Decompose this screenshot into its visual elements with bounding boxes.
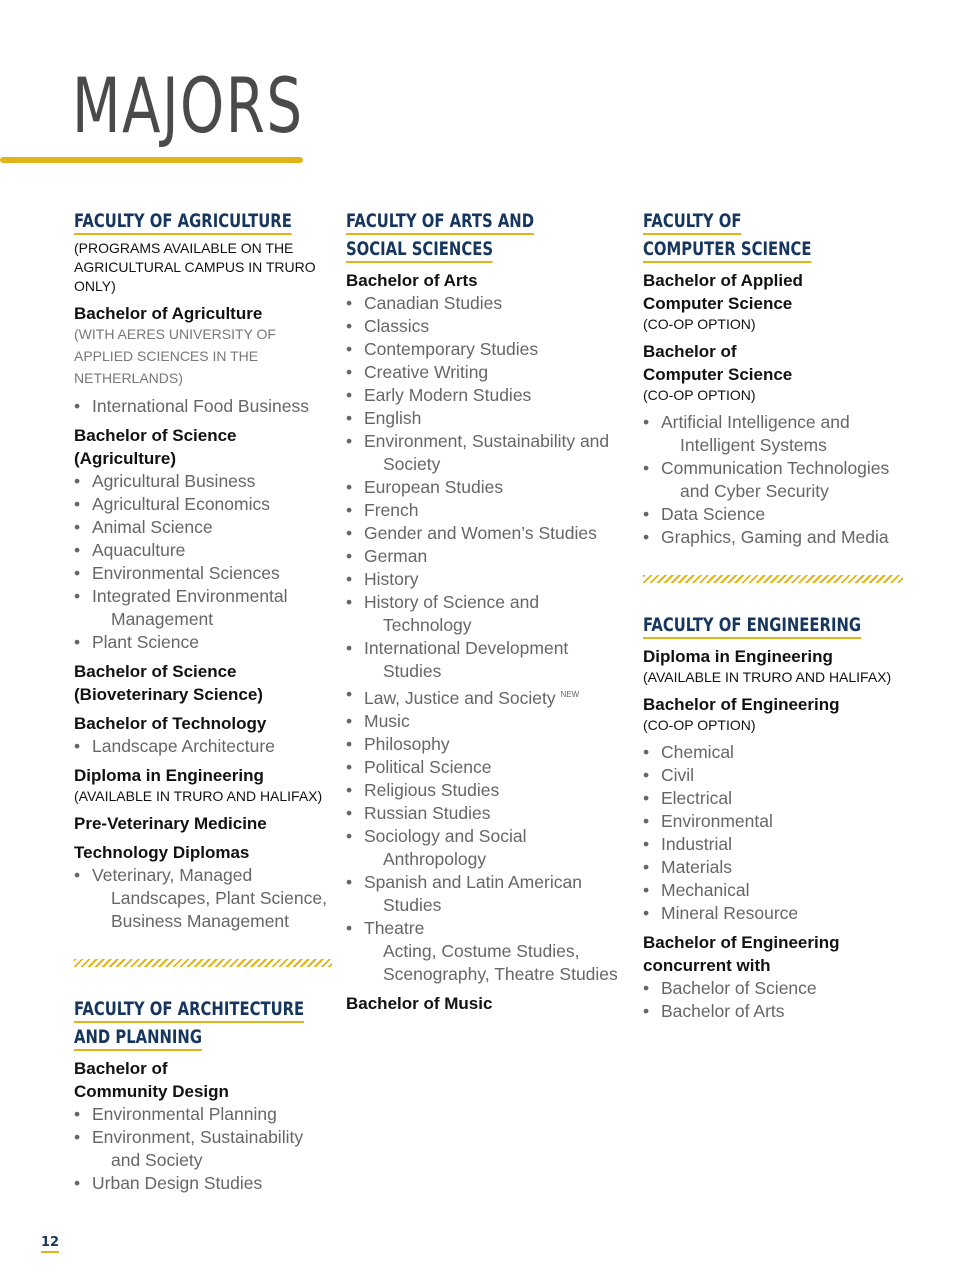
list-concurrent	[643, 977, 903, 1023]
list-item: • Landscape Architecture	[74, 735, 332, 758]
degree-bsc-bioveterinary: Bachelor of Science (Bioveterinary Science)	[74, 662, 263, 704]
list-item: • Law, Justice and Society $^{NEW}$	[346, 683, 621, 710]
list-item: • Early Modern Studies	[346, 384, 621, 407]
degree-applied-cs: Bachelor of Applied Computer Science	[643, 271, 803, 313]
diploma-note: (AVAILABLE IN TRURO AND HALIFAX)	[643, 669, 892, 685]
list-item: • Classics	[346, 315, 621, 338]
faculty-heading-computer-science: FACULTY OF COMPUTER SCIENCE	[643, 207, 846, 263]
list-item: • Spanish and Latin American Studies	[346, 871, 621, 917]
list-item: • Creative Writing	[346, 361, 621, 384]
list-community-design	[74, 1103, 332, 1195]
list-item: • Chemical	[643, 741, 903, 764]
diploma-note: (AVAILABLE IN TRURO AND HALIFAX)	[74, 788, 323, 804]
list-item: • Graphics, Gaming and Media	[643, 526, 903, 549]
coop-note: (CO-OP OPTION)	[643, 717, 756, 733]
list-item: • International Development Studies	[346, 637, 621, 683]
degree-bachelor-arts: Bachelor of Arts	[346, 271, 478, 290]
list-engineering	[643, 741, 903, 925]
list-item: • Environmental Planning	[74, 1103, 332, 1126]
list-item: • Aquaculture	[74, 539, 332, 562]
list-item: • Communication Technologies and Cyber Security	[643, 457, 903, 503]
list-item: • Animal Science	[74, 516, 332, 539]
degree-diploma-engineering: Diploma in Engineering	[643, 647, 833, 666]
list-item: • Agricultural Economics	[74, 493, 332, 516]
degree-bsc-agriculture: Bachelor of Science (Agriculture)	[74, 426, 237, 468]
degree-community-design: Bachelor of Community Design	[74, 1059, 229, 1101]
list-item: • Gender and Women’s Studies	[346, 522, 621, 545]
title-underline	[0, 157, 303, 163]
degree-technology-diplomas: Technology Diplomas	[74, 843, 250, 862]
list-item: • Urban Design Studies	[74, 1172, 332, 1195]
list-item: • Veterinary, Managed Landscapes, Plant Science, Business Management	[74, 864, 332, 933]
degree-bachelor-music: Bachelor of Music	[346, 993, 493, 1013]
list-item: • Agricultural Business	[74, 470, 332, 493]
list-item: • Artificial Intelligence and Intelligent Systems	[643, 411, 903, 457]
list-item: • Data Science	[643, 503, 903, 526]
list-item: • Environmental	[643, 810, 903, 833]
list-bsc-agri	[74, 470, 332, 654]
list-tech-diplomas	[74, 864, 332, 933]
degree-concurrent: Bachelor of Engineering concurrent with	[643, 933, 840, 975]
list-item: • Mineral Resource	[643, 902, 903, 925]
list-item: • Bachelor of Science	[643, 977, 903, 1000]
degree-cs: Bachelor of Computer Science	[643, 342, 793, 384]
list-item: • Plant Science	[74, 631, 332, 654]
list-item: • Mechanical	[643, 879, 903, 902]
coop-note: (CO-OP OPTION)	[643, 387, 756, 403]
list-item: • Philosophy	[346, 733, 621, 756]
list-item: • Canadian Studies	[346, 292, 621, 315]
column-2	[346, 207, 621, 1015]
list-item: • French	[346, 499, 621, 522]
column-1	[74, 207, 332, 1195]
list-item: • History	[346, 568, 621, 591]
list-item: • Theatre Acting, Costume Studies, Scenography, Theatre Studies	[346, 917, 621, 986]
list-item: • European Studies	[346, 476, 621, 499]
degree-pre-vet: Pre-Veterinary Medicine	[74, 814, 267, 833]
list-item: • Music	[346, 710, 621, 733]
list-item: • Electrical	[643, 787, 903, 810]
list-item: • Environmental Sciences	[74, 562, 332, 585]
degree-bachelor-agriculture: Bachelor of Agriculture	[74, 304, 263, 323]
hatch-divider	[74, 959, 332, 967]
list-item: • English	[346, 407, 621, 430]
degree-bachelor-technology: Bachelor of Technology	[74, 714, 267, 733]
list-item: • Political Science	[346, 756, 621, 779]
agriculture-note: (PROGRAMS AVAILABLE ON THE AGRICULTURAL CAMPUS IN TRURO ONLY)	[74, 240, 316, 294]
new-badge: NEW	[560, 690, 580, 699]
list-item: • Environment, Sustainability and Society	[346, 430, 621, 476]
list-item: • Contemporary Studies	[346, 338, 621, 361]
column-3	[643, 207, 903, 1023]
list-item: • Integrated Environmental Management	[74, 585, 332, 631]
hatch-divider	[643, 575, 903, 583]
list-item: • German	[346, 545, 621, 568]
list-item: • Civil	[643, 764, 903, 787]
list-item: • History of Science and Technology	[346, 591, 621, 637]
list-item: • Religious Studies	[346, 779, 621, 802]
degree-diploma-engineering: Diploma in Engineering	[74, 766, 264, 785]
list-item: • Sociology and Social Anthropology	[346, 825, 621, 871]
degree-bachelor-engineering: Bachelor of Engineering	[643, 695, 840, 714]
list-item: • Environment, Sustainability and Society	[74, 1126, 332, 1172]
list-item: • International Food Business	[74, 395, 332, 418]
list-item: • Russian Studies	[346, 802, 621, 825]
list-item: • Industrial	[643, 833, 903, 856]
faculty-heading-arts: FACULTY OF ARTS AND SOCIAL SCIENCES	[346, 207, 561, 263]
faculty-heading-engineering: FACULTY OF ENGINEERING	[643, 611, 846, 639]
page-number: 12	[41, 1235, 59, 1253]
aeres-note: (WITH AERES UNIVERSITY OF APPLIED SCIENCES IN THE NETHERLANDS)	[74, 326, 276, 386]
faculty-heading-architecture: FACULTY OF ARCHITECTURE AND PLANNING	[74, 995, 275, 1051]
page-title: MAJORS	[72, 61, 304, 150]
coop-note: (CO-OP OPTION)	[643, 316, 756, 332]
list-cs	[643, 411, 903, 549]
faculty-heading-agriculture: FACULTY OF AGRICULTURE	[74, 207, 275, 235]
list-ba-agri	[74, 395, 332, 418]
list-item: • Materials	[643, 856, 903, 879]
list-arts	[346, 292, 621, 986]
list-item: • Bachelor of Arts	[643, 1000, 903, 1023]
list-btech	[74, 735, 332, 758]
